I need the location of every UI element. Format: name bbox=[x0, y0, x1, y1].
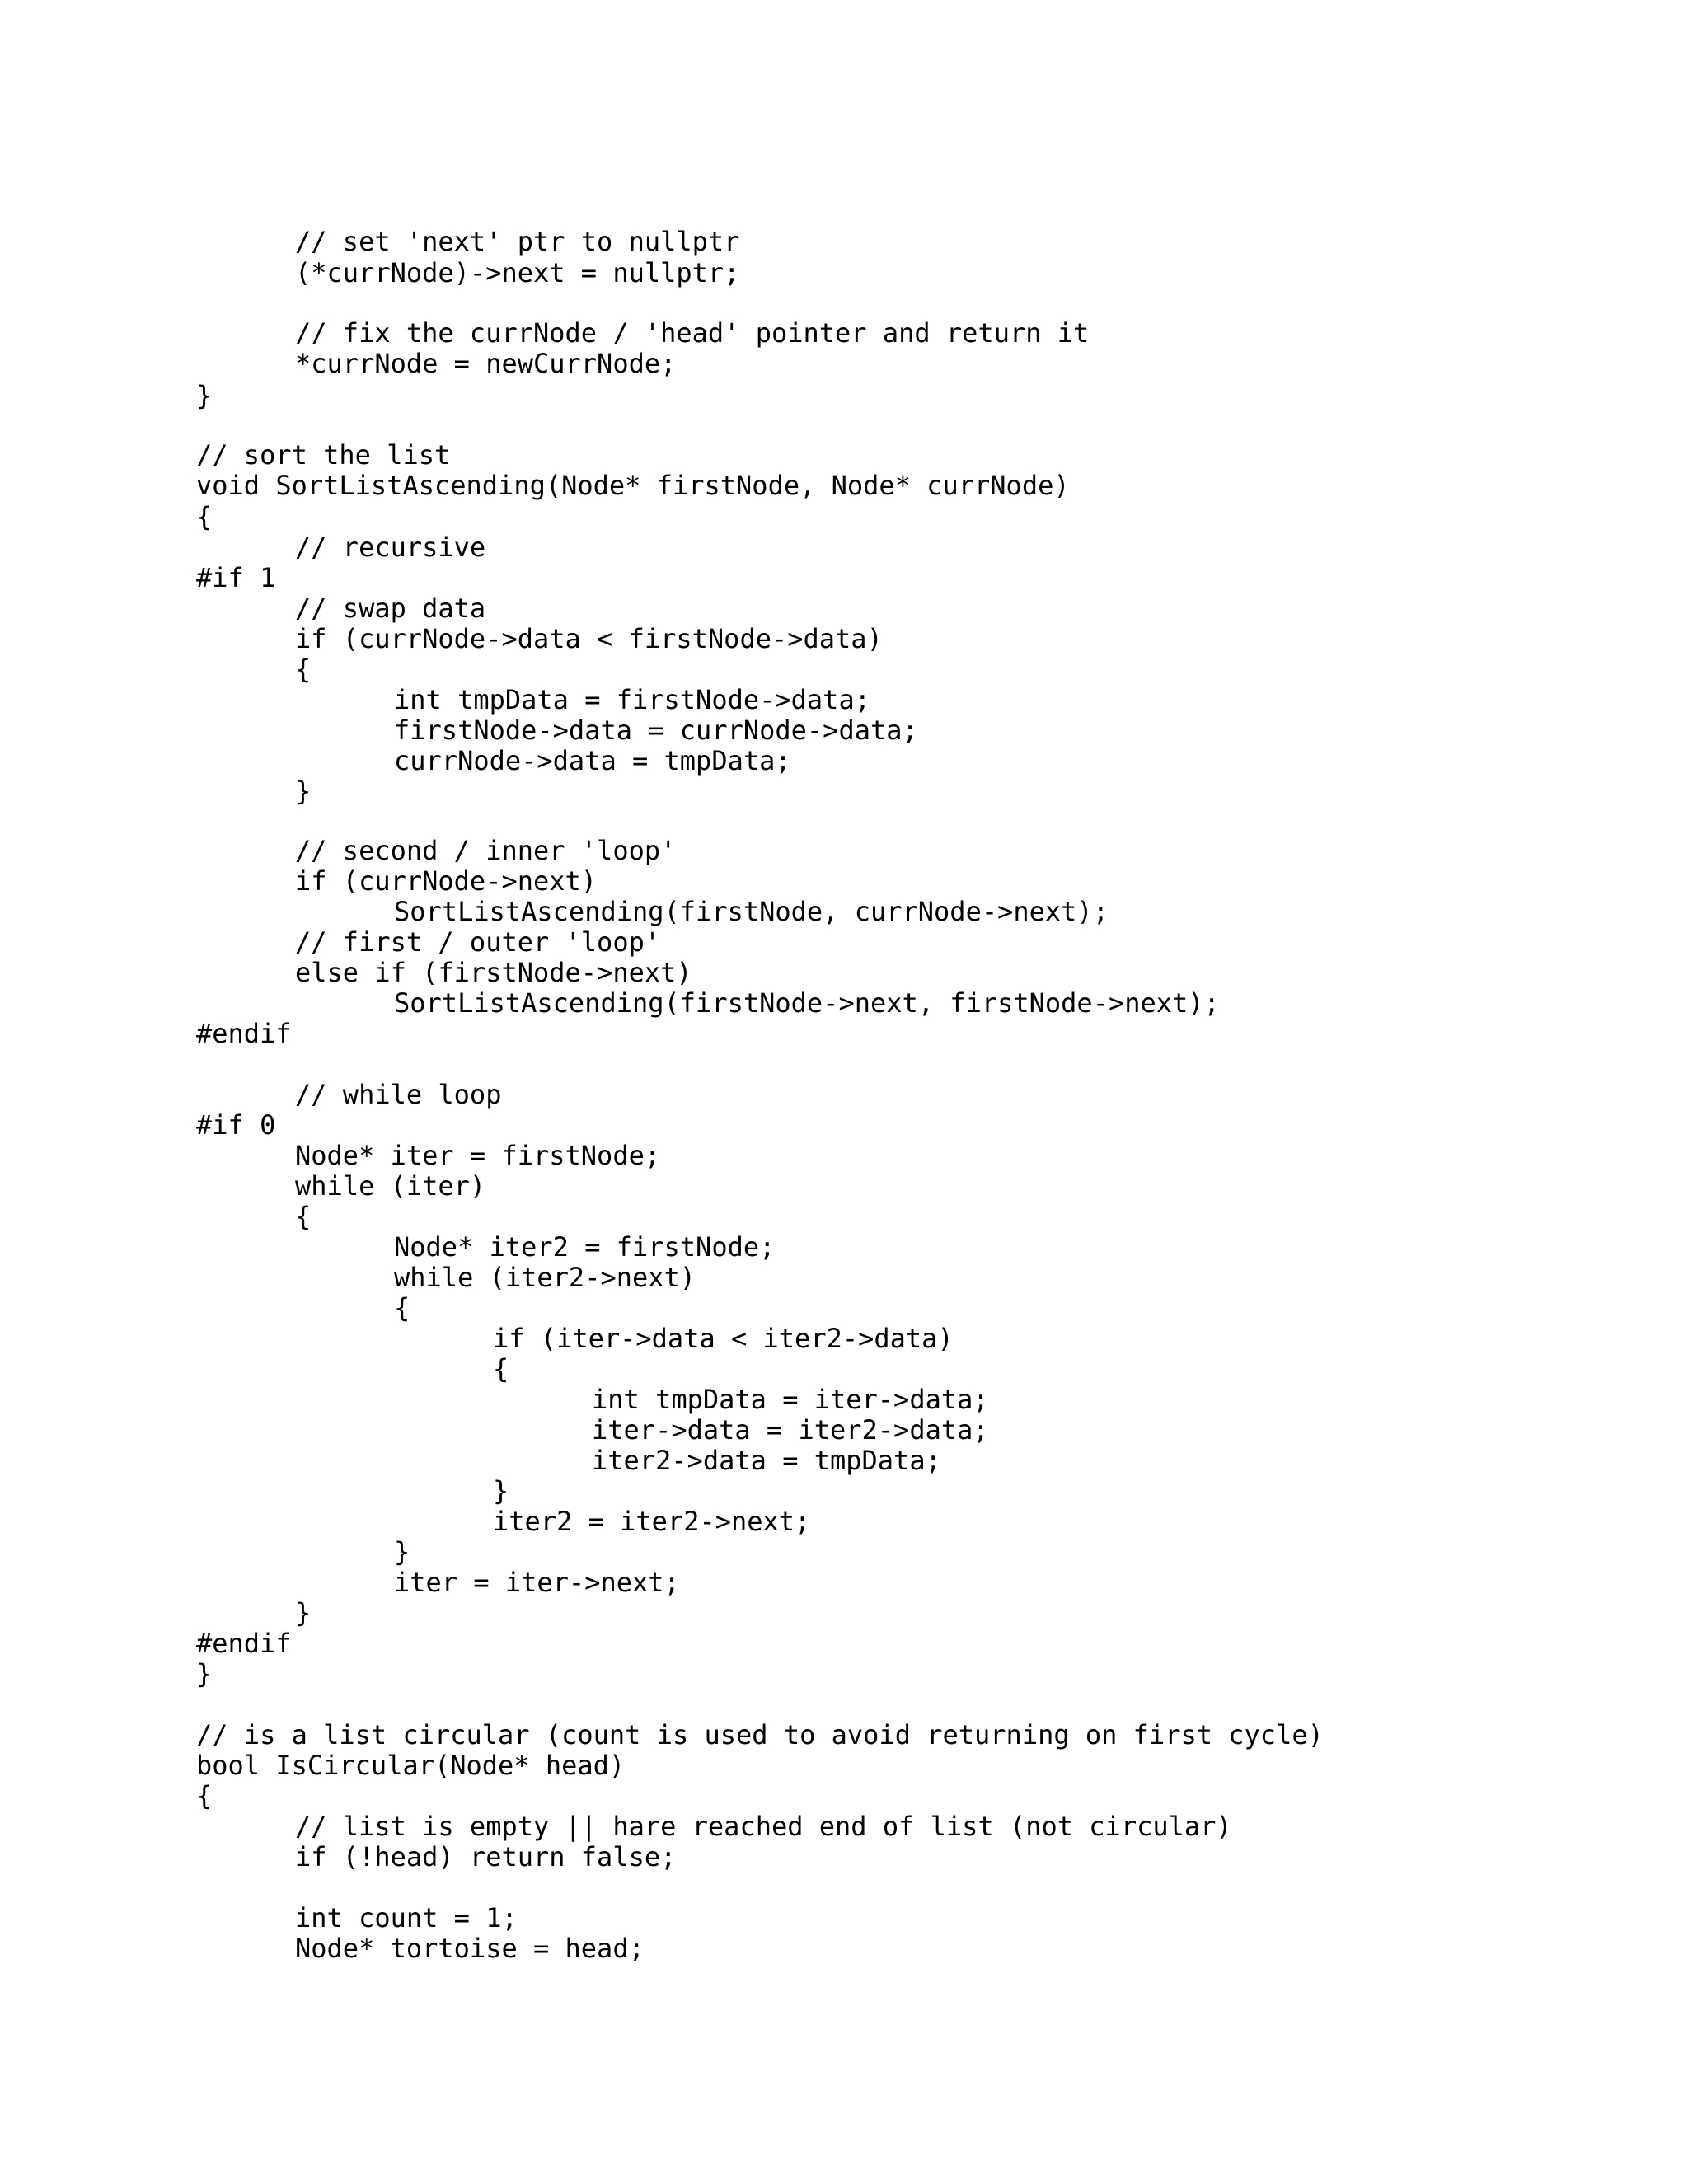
code-line: Node* iter = firstNode; bbox=[295, 1140, 661, 1171]
code-line: { bbox=[394, 1292, 410, 1324]
code-line: firstNode->data = currNode->data; bbox=[394, 715, 918, 746]
code-line: iter2->data = tmpData; bbox=[592, 1445, 941, 1476]
code-line: if (currNode->data < firstNode->data) bbox=[295, 623, 883, 654]
code-line: void SortListAscending(Node* firstNode, Node* currNode) bbox=[196, 470, 1070, 501]
code-line: // recursive bbox=[295, 532, 486, 563]
code-line: if (iter->data < iter2->data) bbox=[493, 1323, 954, 1354]
code-line: // second / inner 'loop' bbox=[295, 835, 677, 866]
code-line: } bbox=[196, 380, 213, 411]
code-line: (*currNode)->next = nullptr; bbox=[295, 257, 740, 288]
code-line: // set 'next' ptr to nullptr bbox=[295, 226, 740, 257]
code-line: { bbox=[196, 1780, 213, 1811]
code-line: // swap data bbox=[295, 593, 486, 624]
code-line: *currNode = newCurrNode; bbox=[295, 348, 677, 379]
code-line: } bbox=[196, 1658, 213, 1690]
code-line: { bbox=[493, 1353, 509, 1385]
code-line: } bbox=[493, 1475, 509, 1507]
code-line: while (iter) bbox=[295, 1170, 486, 1202]
code-line: } bbox=[295, 1597, 312, 1629]
code-line: } bbox=[295, 776, 312, 807]
code-line: iter->data = iter2->data; bbox=[592, 1414, 989, 1446]
code-line: #if 1 bbox=[196, 562, 276, 593]
code-line: SortListAscending(firstNode->next, firstNode->next); bbox=[394, 987, 1220, 1019]
code-line: Node* tortoise = head; bbox=[295, 1933, 645, 1964]
code-line: // sort the list bbox=[196, 439, 451, 471]
code-line: Node* iter2 = firstNode; bbox=[394, 1231, 776, 1263]
code-line: } bbox=[394, 1536, 410, 1568]
code-line: int tmpData = iter->data; bbox=[592, 1384, 989, 1415]
code-line: int count = 1; bbox=[295, 1902, 518, 1933]
code-line: while (iter2->next) bbox=[394, 1262, 696, 1293]
code-line: iter = iter->next; bbox=[394, 1567, 680, 1598]
code-line: iter2 = iter2->next; bbox=[493, 1506, 811, 1537]
code-line: // is a list circular (count is used to avoid returning on first cycle) bbox=[196, 1719, 1324, 1750]
code-line: #endif bbox=[196, 1628, 292, 1659]
code-line: else if (firstNode->next) bbox=[295, 957, 692, 988]
code-line: { bbox=[295, 654, 312, 685]
code-line: bool IsCircular(Node* head) bbox=[196, 1750, 626, 1781]
code-line: currNode->data = tmpData; bbox=[394, 745, 791, 776]
code-line: { bbox=[196, 501, 213, 532]
code-line: if (!head) return false; bbox=[295, 1841, 677, 1872]
code-line: // while loop bbox=[295, 1079, 502, 1110]
code-line: if (currNode->next) bbox=[295, 865, 598, 897]
code-line: // first / outer 'loop' bbox=[295, 926, 661, 958]
code-line: int tmpData = firstNode->data; bbox=[394, 684, 870, 715]
code-line: // fix the currNode / 'head' pointer and return it bbox=[295, 317, 1090, 349]
code-line: #if 0 bbox=[196, 1109, 276, 1141]
code-line: // list is empty || hare reached end of list (not circular) bbox=[295, 1811, 1232, 1842]
code-line: #endif bbox=[196, 1018, 292, 1049]
code-line: { bbox=[295, 1201, 312, 1232]
code-line: SortListAscending(firstNode, currNode->next); bbox=[394, 896, 1109, 927]
